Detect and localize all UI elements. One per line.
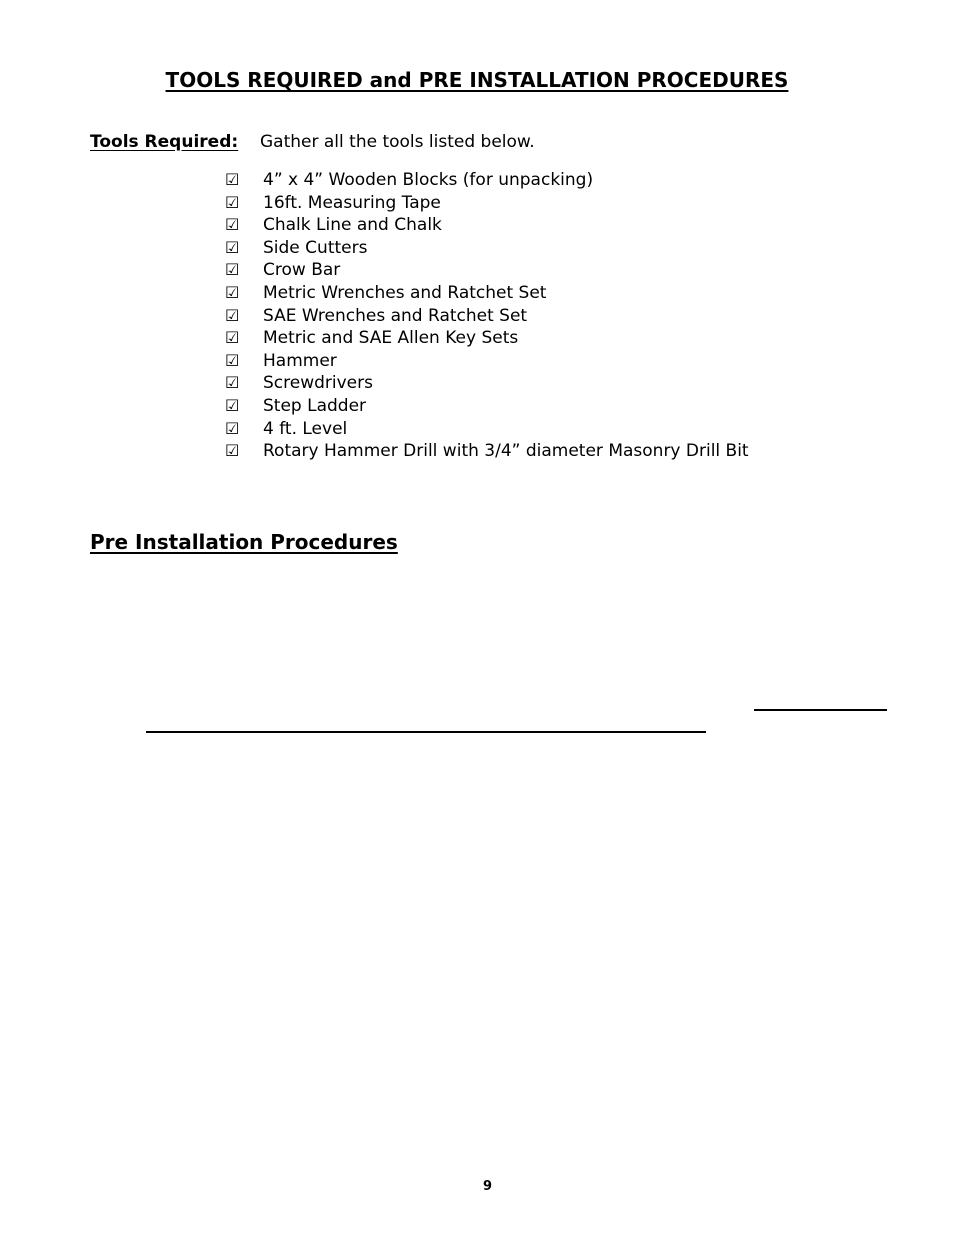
- tool-list-item: [225, 395, 749, 418]
- checkbox-checked-icon: ☑: [225, 441, 240, 461]
- tool-label: Screwdrivers: [263, 373, 373, 394]
- tool-list-item: [225, 305, 749, 328]
- tool-list-item: [225, 372, 749, 395]
- checkbox-checked-icon: ☑: [225, 418, 240, 438]
- tool-list-item: [225, 237, 749, 260]
- tool-label: Metric Wrenches and Ratchet Set: [263, 282, 547, 303]
- checkbox-checked-icon: ☑: [225, 170, 240, 189]
- checkbox-checked-icon: ☑: [225, 282, 240, 302]
- tool-list-item: [225, 440, 749, 463]
- checkbox-checked-icon: ☑: [225, 395, 240, 415]
- tool-label: Chalk Line and Chalk: [263, 215, 442, 236]
- tool-label: Rotary Hammer Drill with 3/4” diameter Masonry Drill Bit: [263, 441, 749, 462]
- tool-list-item: [225, 169, 749, 192]
- underline-rule: [146, 731, 706, 733]
- checkbox-checked-icon: ☑: [225, 305, 240, 325]
- checkbox-checked-icon: ☑: [225, 237, 240, 257]
- tool-label: Crow Bar: [263, 260, 341, 281]
- tool-list-item: [225, 350, 749, 373]
- tool-list-item: [225, 327, 749, 350]
- page-number: 9: [482, 1179, 493, 1194]
- tool-list-item: [225, 192, 749, 215]
- tool-list-item: [225, 214, 749, 237]
- underline-rule: [754, 709, 887, 711]
- tool-label: 16ft. Measuring Tape: [263, 192, 441, 213]
- tool-label: 4” x 4” Wooden Blocks (for unpacking): [263, 170, 594, 190]
- tool-label: SAE Wrenches and Ratchet Set: [263, 305, 528, 326]
- pre-installation-heading: Pre Installation Procedures: [90, 530, 398, 554]
- checkbox-checked-icon: ☑: [225, 350, 240, 370]
- checkbox-checked-icon: ☑: [225, 215, 240, 235]
- page-title: TOOLS REQUIRED and PRE INSTALLATION PROCEDURES: [165, 68, 789, 92]
- tool-list-item: [225, 282, 749, 305]
- tool-list: [225, 169, 749, 463]
- checkbox-checked-icon: ☑: [225, 192, 240, 212]
- tool-label: Metric and SAE Allen Key Sets: [263, 328, 519, 349]
- tool-label: Hammer: [263, 350, 337, 371]
- tool-label: Side Cutters: [263, 237, 368, 258]
- tool-list-item: [225, 418, 749, 441]
- checkbox-checked-icon: ☑: [225, 373, 240, 393]
- tool-label: Step Ladder: [263, 395, 367, 416]
- tool-list-item: [225, 259, 749, 282]
- checkbox-checked-icon: ☑: [225, 260, 240, 280]
- tools-required-heading: Tools Required:: [90, 132, 239, 152]
- tools-required-intro: Gather all the tools listed below.: [260, 132, 535, 152]
- checkbox-checked-icon: ☑: [225, 328, 240, 348]
- tool-label: 4 ft. Level: [263, 418, 348, 439]
